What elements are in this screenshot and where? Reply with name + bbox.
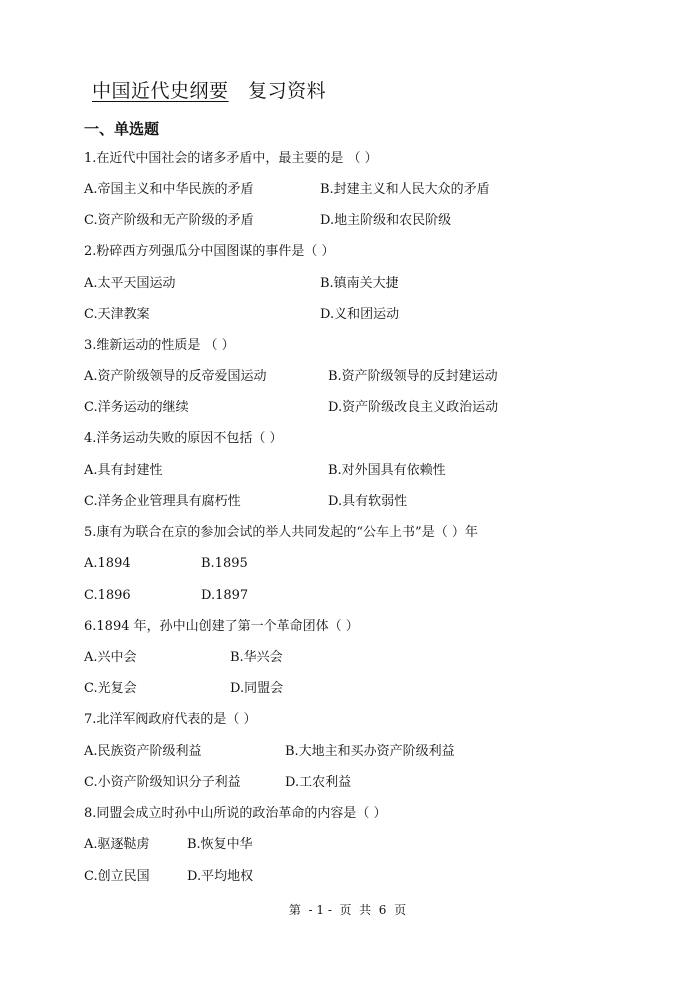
q6-option-d: D.同盟会: [230, 681, 284, 696]
q6-option-b: B.华兴会: [230, 650, 283, 665]
question-1: 1.在近代中国社会的诸多矛盾中，最主要的是 （ ）: [84, 151, 378, 166]
q6-option-c: C.光复会: [84, 681, 137, 696]
document-title: [92, 78, 326, 104]
q6-option-a: A.兴中会: [84, 650, 137, 665]
q4-option-b: B.对外国具有依赖性: [328, 463, 446, 478]
q7-option-c: C.小资产阶级知识分子利益: [84, 775, 241, 790]
q1-option-c: C.资产阶级和无产阶级的矛盾: [84, 213, 254, 228]
q5-option-b: B.1895: [201, 556, 248, 571]
q8-option-d: D.平均地权: [187, 869, 254, 884]
q4-option-c: C.洋务企业管理具有腐朽性: [84, 494, 241, 509]
q8-option-c: C.创立民国: [84, 869, 150, 884]
title-main: 中国近代史纲要: [92, 80, 229, 102]
q3-option-a: A.资产阶级领导的反帝爱国运动: [84, 369, 267, 384]
q3-option-c: C.洋务运动的继续: [84, 400, 189, 415]
q7-option-b: B.大地主和买办资产阶级利益: [285, 744, 455, 759]
q1-option-d: D.地主阶级和农民阶级: [320, 213, 452, 228]
q5-option-c: C.1896: [84, 588, 131, 603]
q1-option-b: B.封建主义和人民大众的矛盾: [320, 182, 490, 197]
question-4: 4.洋务运动失败的原因不包括（ ）: [84, 431, 283, 446]
page-footer: 第 - 1 - 页 共 6 页: [288, 903, 407, 917]
q4-option-a: A.具有封建性: [84, 463, 163, 478]
q7-option-d: D.工农利益: [285, 775, 352, 790]
q8-option-b: B.恢复中华: [187, 837, 253, 852]
q3-option-b: B.资产阶级领导的反封建运动: [328, 369, 498, 384]
q4-option-d: D.具有软弱性: [328, 494, 408, 509]
question-5: 5.康有为联合在京的参加会试的举人共同发起的“公车上书”是（ ）年: [84, 525, 478, 540]
section-heading: 一、单选题: [84, 120, 160, 138]
q2-option-d: D.义和团运动: [320, 307, 400, 322]
q3-option-d: D.资产阶级改良主义政治运动: [328, 400, 499, 415]
question-2: 2.粉碎西方列强瓜分中国图谋的事件是（ ）: [84, 244, 335, 259]
q2-option-a: A.太平天国运动: [84, 276, 176, 291]
question-6: 6.1894 年，孙中山创建了第一个革命团体（ ）: [84, 619, 359, 634]
q2-option-c: C.天津教案: [84, 307, 150, 322]
q5-option-a: A.1894: [84, 556, 131, 571]
q2-option-b: B.镇南关大捷: [320, 276, 399, 291]
q5-option-d: D.1897: [201, 588, 249, 603]
q7-option-a: A.民族资产阶级利益: [84, 744, 202, 759]
q1-option-a: A.帝国主义和中华民族的矛盾: [84, 182, 254, 197]
question-7: 7.北洋军阀政府代表的是（ ）: [84, 712, 257, 727]
title-sub: 复习资料: [248, 80, 327, 102]
question-8: 8.同盟会成立时孙中山所说的政治革命的内容是（ ）: [84, 806, 387, 821]
q8-option-a: A.驱逐鞑虏: [84, 837, 150, 852]
question-3: 3.维新运动的性质是 （ ）: [84, 338, 235, 353]
